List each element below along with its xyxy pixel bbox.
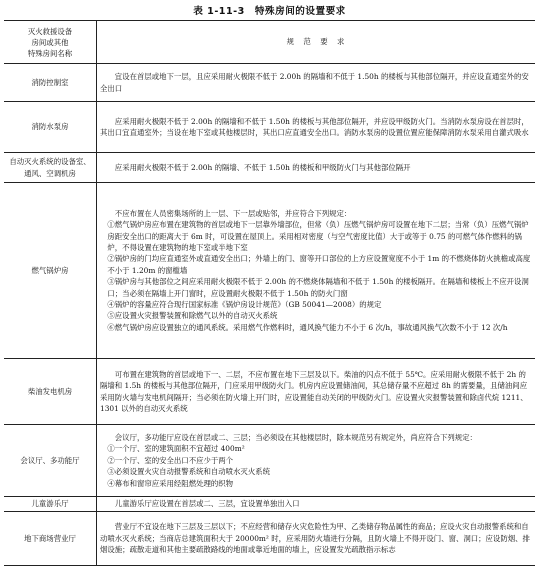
room-name: 自动灭火系统的设备室、通风、空调机房 [4,153,97,183]
requirement-text: 应采用耐火极限不低于 2.00h 的隔墙、不低于 1.50h 的楼板和甲级防火门与其他部位隔开 [114,162,411,172]
table-title: 表 1-11-3 特殊房间的设置要求 [193,6,346,17]
table-row [4,183,535,359]
document-page [4,3,535,566]
requirement-text: 可布置在建筑物的首层或地下一、二层，不应布置在地下三层及以下。柴油的闪点不低于 55℃。应采用耐火极限不低于 2h 的隔墙和 1.5h 的楼板与其他部位隔开，门应采用甲级防火门。机房内应设置储油间，其总储存量不应超过 8h 的需要量，且储油间应采用防火墙与发电机间隔开；当必须在防火墙上开门时，应设置能自动关闭的甲级防火门。应设置火灾报警装置和除卤代烷 1211、1301 以外的自动灭火系统 [100,369,528,413]
requirement-item: ④幕布和窗帘应采用经阻燃处理的织物 [107,478,234,488]
table-row [4,425,535,497]
requirement-item: ②一个厅、室的安全出口不应少于两个 [107,455,234,465]
table-row [4,512,535,566]
requirements-cell [97,512,536,566]
requirement-text: 会议厅，多功能厅应设在首层或二、三层；当必须设在其他楼层时，除本规范另有规定外，尚应符合下列规定： [114,432,477,442]
room-name: 儿童游乐厅 [4,497,97,512]
room-name: 燃气锅炉房 [4,183,97,359]
requirement-item: ③必须设置火灾自动报警系统和自动喷水灭火系统 [107,467,270,477]
room-name: 会议厅、多功能厅 [4,425,97,497]
requirement-text: 不应布置在人员密集场所的上一层、下一层或贴邻，并应符合下列规定： [114,208,352,218]
requirements-cell [97,64,536,102]
special-room-requirements-table [4,20,535,566]
requirement-text: 儿童游乐厅应设置在首层或二、三层，宜设置单独出入口 [114,499,300,509]
header-room-name-line: 灭火救援设备 [27,26,73,36]
requirement-text: 应采用耐火极限不低于 2.00h 的隔墙和不低于 1.50h 的楼板与其他部位隔开，并应设甲级防火门。当消防水泵房设在首层时，其出口宜直通室外；当设在地下室或其他楼层时，其出口应直通安全出口。消防水泵房的设置位置应能保障消防水泵采用自灌式吸水 [100,116,529,137]
requirement-item: ①一个厅、室的建筑面积不宜超过 400m² [107,444,245,454]
requirement-item: ①燃气锅炉房应布置在建筑物的首层或地下一层靠外墙部位，但常（负）压燃气锅炉房可设置在地下二层；当常（负）压燃气锅炉房距安全出口的距离大于 6m 时，可设置在屋顶上。采用相对密度（与空气密度比值）大于或等于 0.75 的可燃气体作燃料的锅炉，不得设置在建筑物的地下室或半地下室 [107,220,529,252]
table-row [4,153,535,183]
header-room-name [4,21,97,64]
table-row [4,359,535,425]
requirement-item: ⑤应设置火灾报警装置和除燃气以外的自动灭火系统 [107,311,278,321]
table-row [4,102,535,153]
requirements-cell [97,497,536,512]
requirements-cell [97,359,536,425]
requirements-cell [97,425,536,497]
requirements-cell [97,153,536,183]
header-requirements: 规 范 要 求 [97,21,536,64]
room-name: 消防控制室 [4,64,97,102]
requirement-item: ④锅炉的容量应符合现行国家标准《锅炉房设计规范》（GB 50041—2008）的规定 [107,300,382,310]
table-row [4,64,535,102]
requirement-text: 宜设在首层或地下一层，且应采用耐火极限不低于 2.00h 的隔墙和不低于 1.50h 的楼板与其他部位隔开，并应设直通室外的安全出口 [100,72,529,93]
requirement-item: ③锅炉房与其他部位之间应采用耐火极限不低于 2.00h 的不燃烧体隔墙和不低于 1.50h 的楼板隔开。在隔墙和楼板上不应开设洞口；当必须在隔墙上开门窗时，应设置耐火极限不低于 1.50h 的防火门窗 [107,277,529,298]
requirements-cell [97,183,536,359]
room-name: 消防水泵房 [4,102,97,153]
requirement-item: ②锅炉房的门均应直通室外或直通安全出口；外墙上的门、窗等开口部位的上方应设置宽度不小于 1m 的不燃烧体防火挑檐或高度不小于 1.20m 的窗槛墙 [107,254,531,275]
requirements-cell [97,102,536,153]
header-room-name-line: 房间或其他 [31,37,69,47]
header-room-name-line: 特殊房间名称 [27,48,73,58]
table-header-row [4,21,535,64]
room-name: 地下商场营业厅 [4,512,97,566]
requirement-text: 营业厅不宜设在地下三层及三层以下；不应经营和储存火灾危险性为甲、乙类储存物品属性的商品；应设火灾自动报警系统和自动喷水灭火系统；当商店总建筑面积大于 20000m² 时，应采用防火墙进行分隔，且防火墙上不得开设门、窗、洞口；应设防烟、排烟设施；疏散走道和其他主要疏散路线的地面或靠近地面的墙上，应设置发光疏散指示标志 [100,522,530,555]
room-name: 柴油发电机房 [4,359,97,425]
requirement-item: ⑥燃气锅炉房应设置独立的通风系统。采用燃气作燃料时，通风换气能力不小于 6 次/h，事故通风换气次数不小于 12 次/h [107,322,508,332]
table-row [4,497,535,512]
